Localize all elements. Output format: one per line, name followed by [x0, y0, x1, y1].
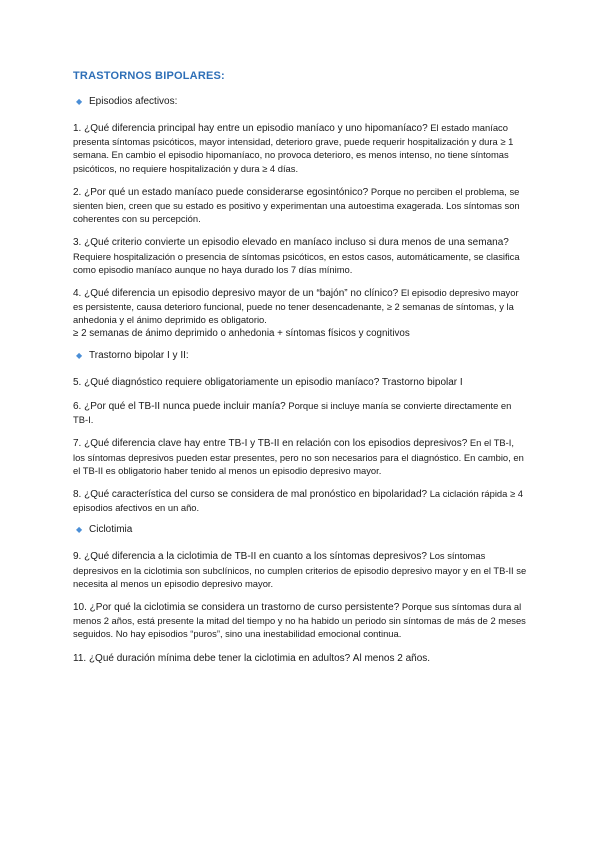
section-heading-label: Ciclotimia [89, 524, 133, 536]
answer-text: Porque no perciben el problema, se sienten bien, creen que su estado es positivo y experimentan una autoestima exagerada. Los síntomas son coherentes con su percepción. [73, 185, 520, 225]
answer-text: Porque sus síntomas dura al menos 2 años, está presente la mitad del tiempo y no ha habido un periodo sin síntomas de más de 2 meses seguidos. No hay episodios “puros”, sino una inestabilidad emocional continua. [73, 601, 526, 640]
section-heading-trastorno-bipolar [73, 350, 528, 361]
question-text: 10. ¿Por qué la ciclotimia se considera un trastorno de curso persistente? [73, 602, 400, 614]
answer-text: Los síntomas depresivos en la ciclotimia son subclínicos, no cumplen criterios de episodio depresivo mayor y en el TB-II se necesita al menos un episodio depresivo mayor. [73, 550, 527, 589]
section-heading-episodios [73, 96, 528, 107]
answer-summary: ≥ 2 semanas de ánimo deprimido o anhedonia + síntomas físicos y cognitivos [73, 327, 410, 339]
answer-text: El estado maníaco presenta síntomas psicóticos, mayor intensidad, deterioro grave, puede requerir hospitalización y dura ≥ 1 semana. En cambio el episodio hipomaníaco, no provoca deterioro, es menos intenso, no tiene síntomas psicóticos, no requiere hospitalización y dura ≥ 4 días. [73, 122, 514, 174]
question-text: 2. ¿Por qué un estado maníaco puede considerarse egosintónico? [73, 186, 369, 198]
answer-text: Porque si incluye manía se convierte directamente en TB-I. [73, 400, 512, 426]
diamond-bullet-icon: ◆ [76, 525, 83, 535]
question-text: 9. ¿Qué diferencia a la ciclotimia de TB-II en cuanto a los síntomas depresivos? [73, 551, 427, 563]
question-item [73, 487, 528, 514]
answer-text: En el TB-I, los síntomas depresivos pueden estar presentes, pero no son necesarios para el diagnóstico. En cambio, en el TB-II es obligatorio haber tenido al menos un episodio depresivo mayor. [73, 437, 524, 476]
page-title: TRASTORNOS BIPOLARES: [73, 70, 225, 82]
question-item [73, 600, 528, 641]
question-text: 4. ¿Qué diferencia un episodio depresivo mayor de un “bajón” no clínico? [73, 288, 399, 300]
question-item [73, 286, 528, 340]
question-text: 1. ¿Qué diferencia principal hay entre un episodio maníaco y uno hipomaníaco? [73, 123, 428, 134]
question-item [73, 651, 528, 665]
question-item [73, 185, 528, 226]
question-text: 11. ¿Qué duración mínima debe tener la ciclotimia en adultos? [73, 652, 351, 664]
answer-text: Requiere hospitalización o presencia de síntomas psicóticos, en estos casos, automáticamente, se clasifica como episodio maníaco aunque no haya durado los 7 días mínimo. [73, 250, 520, 275]
question-item [73, 549, 528, 590]
diamond-bullet-icon: ◆ [76, 350, 83, 360]
answer-text: El episodio depresivo mayor es persistente, causa deterioro funcional, puede no tener desencadenante, ≥ 2 semanas de síntomas, y la anhedonia y el ánimo deprimido es obligatorio. [73, 287, 519, 326]
question-item [73, 121, 528, 175]
question-text: 3. ¿Qué criterio convierte un episodio elevado en maníaco incluso si dura menos de una semana? [73, 237, 509, 249]
question-text: 8. ¿Qué característica del curso se considera de mal pronóstico en bipolaridad? [73, 489, 428, 501]
question-item [73, 399, 528, 426]
question-item [73, 436, 528, 477]
document-page [73, 70, 528, 675]
section-heading-ciclotimia [73, 524, 528, 535]
question-text: 7. ¿Qué diferencia clave hay entre TB-I y TB-II en relación con los episodios depresivos? [73, 438, 468, 450]
question-item [73, 235, 528, 276]
answer-text: La ciclación rápida ≥ 4 episodios afectivos en un año. [73, 488, 523, 514]
question-text: 5. ¿Qué diagnóstico requiere obligatoriamente un episodio maníaco? [73, 376, 380, 388]
answer-text: Trastorno bipolar I [381, 376, 463, 388]
answer-text: Al menos 2 años. [352, 652, 431, 664]
question-item [73, 375, 528, 389]
diamond-bullet-icon: ◆ [76, 97, 83, 106]
question-text: 6. ¿Por qué el TB-II nunca puede incluir manía? [73, 401, 286, 413]
section-heading-label: Episodios afectivos: [89, 96, 178, 107]
section-heading-label: Trastorno bipolar I y II: [89, 349, 189, 361]
